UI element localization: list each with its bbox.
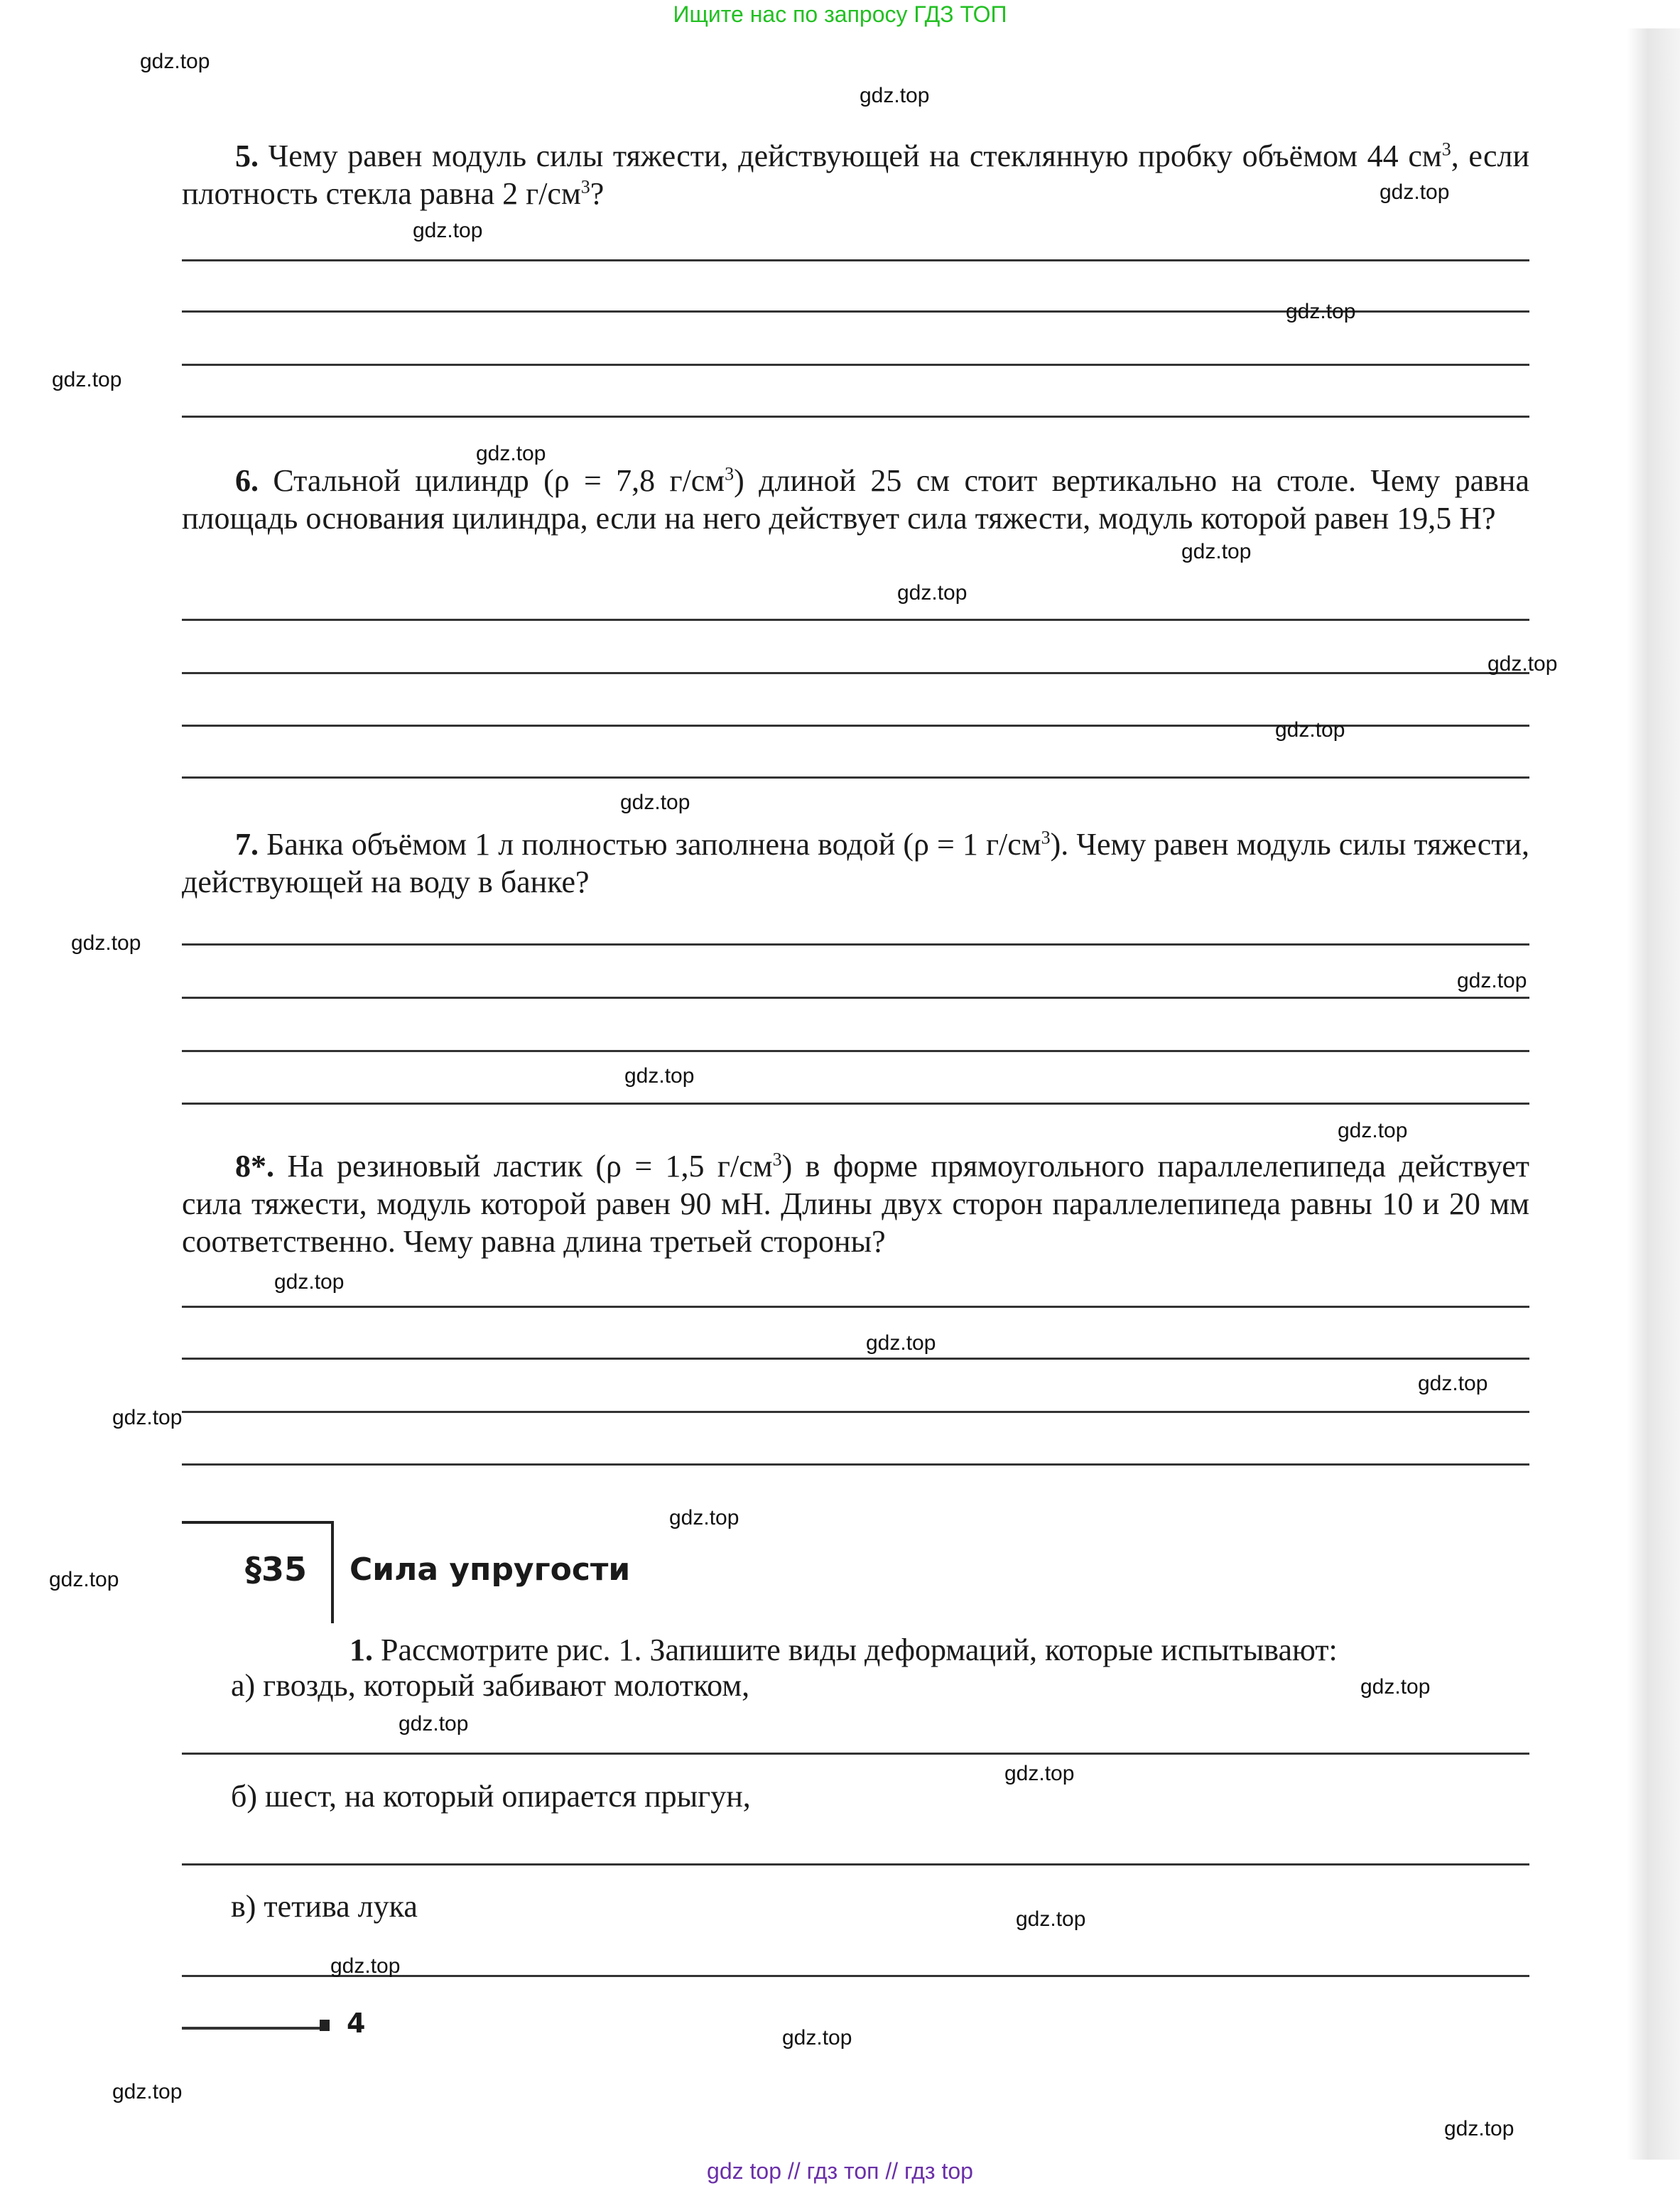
- watermark: gdz.top: [620, 791, 690, 814]
- watermark: gdz.top: [860, 84, 930, 107]
- watermark: gdz.top: [897, 581, 968, 605]
- task-1-item-a: а) гвоздь, который забивают молотком,: [231, 1668, 750, 1703]
- answer-line[interactable]: [182, 619, 1529, 621]
- answer-line[interactable]: [182, 943, 1529, 946]
- page-edge-shadow: [1627, 28, 1680, 2160]
- watermark: gdz.top: [1004, 1762, 1075, 1785]
- question-6: 6. Стальной цилиндр (ρ = 7,8 $г/см^3$) длиной 25 см стоит вертикально на столе. Чему равна площадь основания цилиндра, если на него действует сила тяжести, модуль которой равен 19,5 Н?: [182, 463, 1529, 536]
- watermark: gdz.top: [1457, 969, 1527, 992]
- watermark: gdz.top: [274, 1270, 345, 1294]
- answer-line[interactable]: [182, 1463, 1529, 1466]
- watermark: gdz.top: [866, 1331, 936, 1355]
- watermark: gdz.top: [399, 1712, 469, 1736]
- answer-line[interactable]: [182, 416, 1529, 418]
- watermark: gdz.top: [71, 931, 141, 955]
- task-1-item-b: б) шест, на который опирается прыгун,: [231, 1779, 751, 1814]
- question-7: 7. Банка объёмом 1 л полностью заполнена водой (ρ = 1 $г/см^3$). Чему равен модуль силы тяжести, действующей на воду в банке?: [182, 827, 1530, 899]
- watermark: gdz.top: [669, 1506, 739, 1529]
- answer-line[interactable]: [182, 1411, 1529, 1413]
- question-5: 5. Чему равен модуль силы тяжести, действующей на стеклянную пробку объёмом 44 $см^3$, если плотность стекла равна 2 $г/см^3$?: [182, 139, 1529, 211]
- answer-line[interactable]: [182, 1103, 1529, 1105]
- answer-line[interactable]: [182, 1050, 1529, 1052]
- watermark: gdz.top: [624, 1064, 695, 1088]
- watermark: gdz.top: [1418, 1372, 1488, 1395]
- footer-note: gdz top // гдз топ // гдз top: [707, 2158, 973, 2184]
- watermark: gdz.top: [49, 1568, 119, 1591]
- watermark: gdz.top: [1275, 718, 1345, 742]
- task-1-item-c: в) тетива лука: [231, 1889, 418, 1924]
- watermark: gdz.top: [112, 1406, 183, 1429]
- watermark: gdz.top: [1380, 180, 1450, 204]
- answer-line[interactable]: [182, 997, 1529, 999]
- watermark: gdz.top: [140, 50, 210, 73]
- watermark: gdz.top: [330, 1954, 401, 1978]
- watermark: gdz.top: [52, 368, 122, 391]
- answer-line[interactable]: [182, 259, 1529, 261]
- page-number-rule: [182, 2027, 324, 2030]
- watermark: gdz.top: [413, 219, 483, 242]
- watermark: gdz.top: [1444, 2117, 1514, 2140]
- answer-line[interactable]: [182, 776, 1529, 779]
- header-note: Ищите нас по запросу ГДЗ ТОП: [673, 1, 1007, 27]
- answer-line[interactable]: [182, 364, 1529, 366]
- watermark: gdz.top: [1338, 1119, 1408, 1142]
- watermark: gdz.top: [1360, 1675, 1431, 1699]
- watermark: gdz.top: [112, 2080, 183, 2103]
- answer-line[interactable]: [182, 1863, 1529, 1866]
- answer-line[interactable]: [182, 1753, 1529, 1755]
- answer-line[interactable]: [182, 1358, 1529, 1360]
- page-number-marker: [320, 2020, 330, 2031]
- page-number: 4: [347, 2008, 366, 2039]
- watermark: gdz.top: [1016, 1907, 1086, 1931]
- section-number: §35: [245, 1550, 308, 1588]
- answer-line[interactable]: [182, 1306, 1529, 1308]
- watermark: gdz.top: [1286, 300, 1356, 323]
- section-title: Сила упругости: [349, 1552, 631, 1588]
- answer-line[interactable]: [182, 672, 1529, 674]
- watermark: gdz.top: [1181, 540, 1252, 563]
- watermark: gdz.top: [476, 442, 546, 465]
- watermark: gdz.top: [1487, 652, 1558, 676]
- task-1: 1. Рассмотрите рис. 1. Запишите виды деформаций, которые испытывают:: [349, 1632, 1338, 1667]
- watermark: gdz.top: [782, 2026, 852, 2049]
- question-8: 8*. На резиновый ластик (ρ = 1,5 $г/см^3$) в форме прямоугольного параллелепипеда действует сила тяжести, модуль которой равен 90 мН. Длины двух сторон параллелепипеда равны 10 и 20 мм соответственно. Чему равна длина третьей стороны?: [182, 1149, 1529, 1259]
